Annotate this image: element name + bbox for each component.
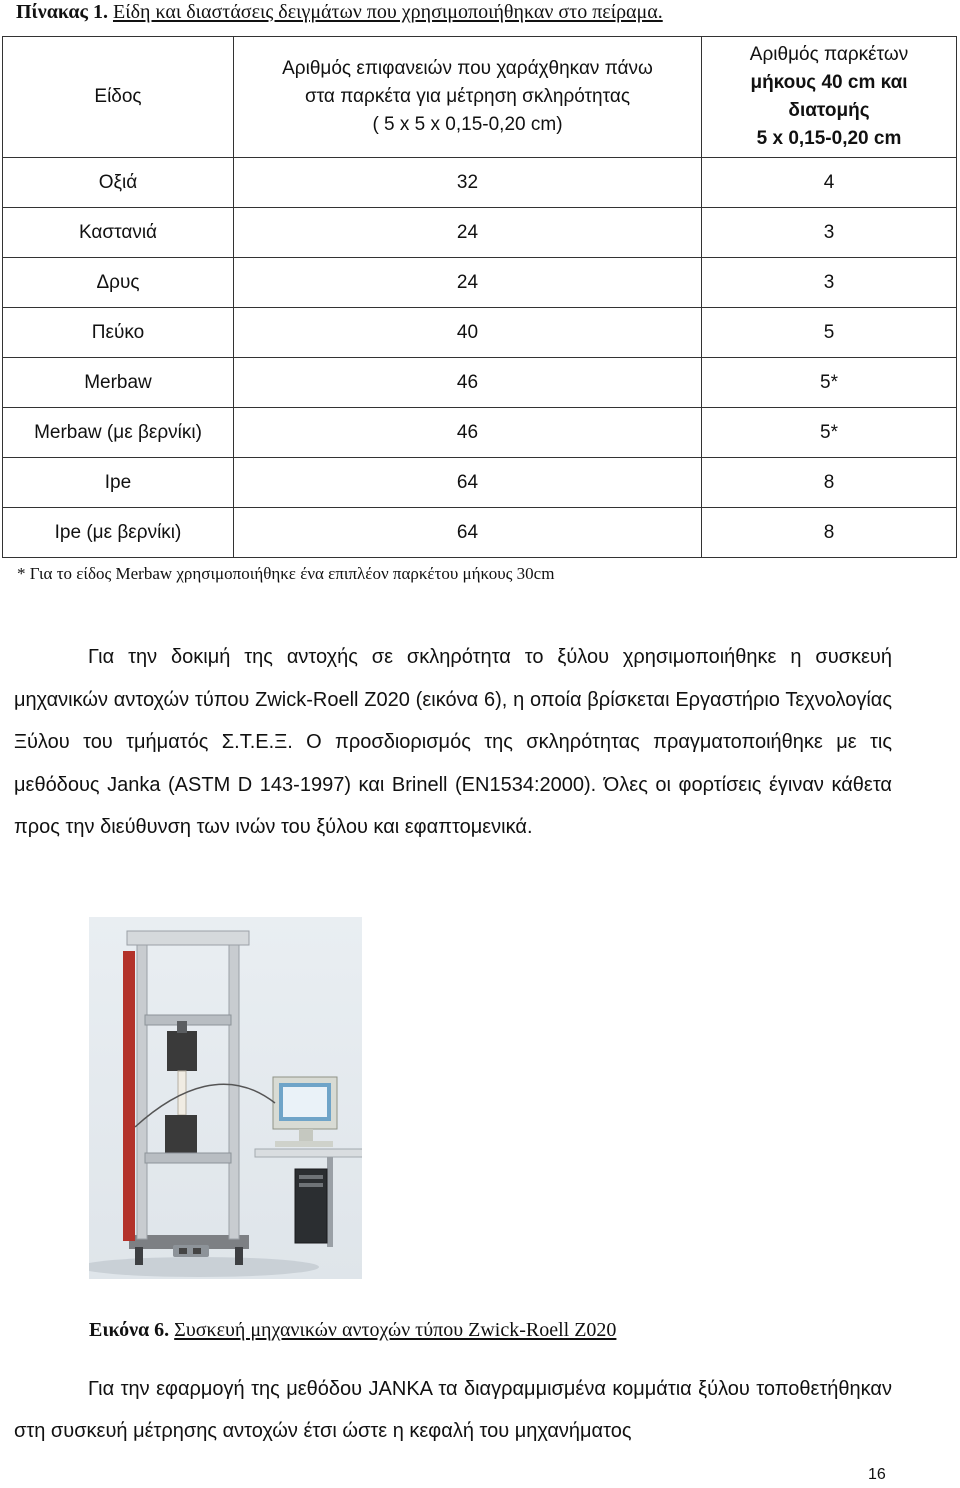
table-caption-label: Πίνακας 1. bbox=[16, 1, 108, 23]
body-paragraph bbox=[14, 1368, 892, 1452]
table-row bbox=[3, 208, 957, 258]
desk-leg bbox=[327, 1157, 333, 1247]
table-footnote: * Για το είδος Merbaw χρησιμοποιήθηκε ένα επιπλέον παρκέτου μήκους 30cm bbox=[17, 564, 555, 583]
monitor-window bbox=[283, 1087, 327, 1117]
table-caption-text: Είδη και διαστάσεις δειγμάτων που χρησιμοποιήθηκαν στο πείραμα. bbox=[112, 1, 663, 23]
table-row bbox=[3, 408, 957, 458]
computer-tower bbox=[295, 1169, 327, 1243]
lower-grip bbox=[165, 1115, 197, 1153]
header-parquets-line: μήκους 40 cm και bbox=[750, 72, 908, 93]
moving-crosshead bbox=[145, 1015, 231, 1025]
table-row bbox=[3, 358, 957, 408]
cell-parquets: 8 bbox=[702, 508, 957, 558]
cell-parquets: 5* bbox=[702, 408, 957, 458]
cell-surfaces: 46 bbox=[234, 358, 702, 408]
cell-surfaces: 64 bbox=[234, 458, 702, 508]
paragraph-text: Για την δοκιμή της αντοχής σε σκληρότητα το ξύλου χρησιμοποιήθηκε η συσκευή μηχανικών αντοχών τύπου Zwick-Roell Z020 (εικόνα 6), η οποία βρίσκεται Εργαστήριο Τεχνολογίας Ξύλου του τμήματός Σ.Τ.Ε.Ξ. Ο προσδιορισμός της σκληρότητας πραγματοποιήθηκε με τις μεθόδους Janka (ASTM D 143-1997) και Brinell (EN1534:2000). Όλες οι φορτίσεις έγιναν κάθετα προς την διεύθυνση των ινών του ξύλου και εφαπτομενικά. bbox=[14, 646, 892, 838]
header-surfaces-line: στα παρκέτα για μέτρηση σκληρότητας bbox=[304, 86, 631, 107]
figure-caption-label: Εικόνα 6. bbox=[89, 1319, 170, 1341]
cell-parquets: 5 bbox=[702, 308, 957, 358]
cell-species: Καστανιά bbox=[3, 208, 234, 258]
figure-caption bbox=[89, 1318, 616, 1342]
cell-parquets: 3 bbox=[702, 258, 957, 308]
machine-leg bbox=[135, 1247, 143, 1265]
red-control-pillar bbox=[123, 951, 135, 1241]
cable bbox=[135, 1084, 275, 1127]
paragraph-text: Για την εφαρμογή της μεθόδου JANKA τα διαγραμμισμένα κομμάτια ξύλου τοποθετήθηκαν στη συσκευή μέτρησης αντοχών έτσι ώστε η κεφαλή του μηχανήματος bbox=[14, 1378, 892, 1442]
desk-top bbox=[255, 1149, 362, 1157]
pedal-button bbox=[179, 1248, 187, 1254]
cell-parquets: 5* bbox=[702, 358, 957, 408]
table-header-row bbox=[3, 37, 957, 158]
header-parquets-line: 5 x 0,15-0,20 cm bbox=[756, 128, 902, 149]
cell-species: Δρυς bbox=[3, 258, 234, 308]
header-surfaces bbox=[234, 37, 702, 158]
cell-surfaces: 40 bbox=[234, 308, 702, 358]
cell-parquets: 8 bbox=[702, 458, 957, 508]
cell-surfaces: 32 bbox=[234, 158, 702, 208]
samples-table bbox=[2, 36, 957, 558]
cell-species: Ipe (με βερνίκι) bbox=[3, 508, 234, 558]
cell-species: Πεύκο bbox=[3, 308, 234, 358]
figure-caption-text: Συσκευή μηχανικών αντοχών τύπου Zwick-Roell Z020 bbox=[174, 1319, 617, 1341]
cell-surfaces: 24 bbox=[234, 208, 702, 258]
table-row bbox=[3, 458, 957, 508]
testing-machine-illustration bbox=[89, 917, 362, 1279]
lower-crosshead bbox=[145, 1153, 231, 1163]
cell-surfaces: 24 bbox=[234, 258, 702, 308]
frame-column-left bbox=[137, 939, 147, 1239]
cell-surfaces: 64 bbox=[234, 508, 702, 558]
cell-species: Merbaw (με βερνίκι) bbox=[3, 408, 234, 458]
header-species bbox=[3, 37, 234, 158]
load-cell bbox=[177, 1021, 187, 1033]
testing-machine-photo bbox=[89, 917, 362, 1279]
table-row bbox=[3, 308, 957, 358]
upper-grip bbox=[167, 1031, 197, 1071]
table-row bbox=[3, 258, 957, 308]
keyboard bbox=[275, 1141, 333, 1147]
header-parquets-line: διατομής bbox=[788, 100, 870, 121]
drive-bay bbox=[299, 1175, 323, 1179]
cell-species: Ipe bbox=[3, 458, 234, 508]
cell-parquets: 3 bbox=[702, 208, 957, 258]
foot-pedal bbox=[173, 1245, 209, 1257]
machine-leg bbox=[235, 1247, 243, 1265]
cell-species: Merbaw bbox=[3, 358, 234, 408]
table-row bbox=[3, 158, 957, 208]
header-parquets bbox=[702, 37, 957, 158]
page-number: 16 bbox=[868, 1466, 886, 1483]
cell-species: Οξιά bbox=[3, 158, 234, 208]
pedal-button bbox=[193, 1248, 201, 1254]
top-crosshead bbox=[127, 931, 249, 945]
table-caption bbox=[16, 0, 663, 24]
body-paragraph bbox=[14, 636, 892, 849]
monitor-stand bbox=[299, 1129, 313, 1141]
frame-column-right bbox=[229, 939, 239, 1239]
table-row bbox=[3, 508, 957, 558]
drive-bay bbox=[299, 1183, 323, 1187]
cell-parquets: 4 bbox=[702, 158, 957, 208]
header-parquets-line: Αριθμός παρκέτων bbox=[749, 44, 909, 65]
header-species-label: Είδος bbox=[94, 86, 142, 107]
floor-shadow bbox=[89, 1257, 319, 1277]
cell-surfaces: 46 bbox=[234, 408, 702, 458]
header-surfaces-line: ( 5 x 5 x 0,15-0,20 cm) bbox=[372, 114, 563, 135]
header-surfaces-line: Αριθμός επιφανειών που χαράχθηκαν πάνω bbox=[282, 58, 653, 79]
